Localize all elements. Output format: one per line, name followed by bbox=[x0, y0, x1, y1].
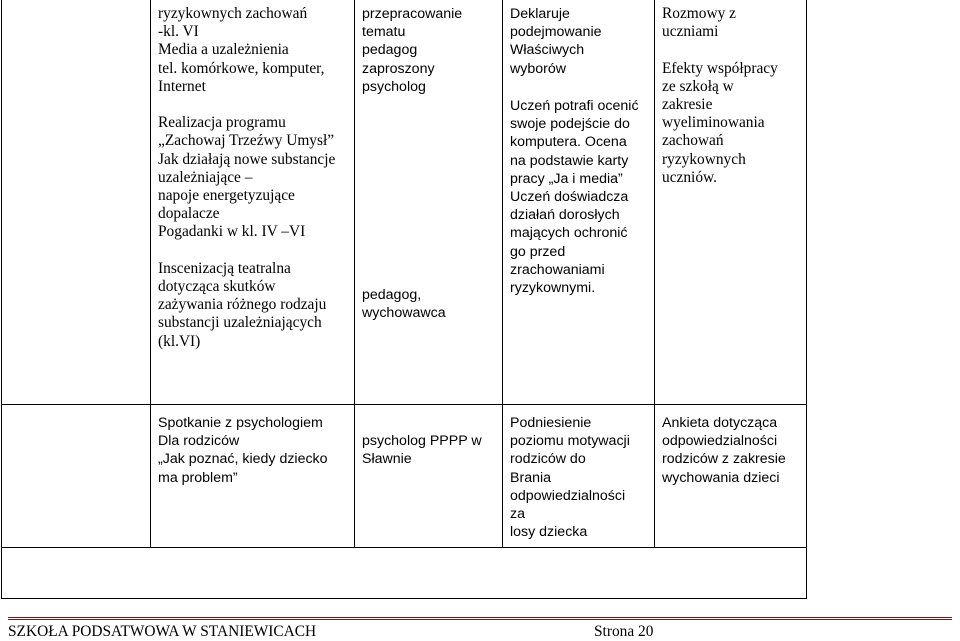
cell-text-line bbox=[158, 242, 350, 260]
cell-text-line: zakresie bbox=[662, 96, 713, 113]
cell-text-line: Pogadanki w kl. IV –VI bbox=[158, 223, 306, 241]
table-divider-1 bbox=[150, 0, 151, 548]
cell-text-line: ryzykownymi. bbox=[510, 280, 596, 297]
cell-text-line: Uczeń potrafi ocenić bbox=[510, 98, 639, 114]
cell-text-line: psycholog bbox=[362, 78, 426, 95]
cell-text-line: poziomu motywacji bbox=[510, 433, 630, 450]
cell-text-line: uzależniające – bbox=[158, 168, 253, 186]
row1-col4-evaluation bbox=[662, 5, 804, 187]
cell-text-line: Uczeń doświadcza bbox=[510, 189, 629, 206]
cell-text-line: zażywania różnego rodzaju bbox=[158, 296, 327, 314]
row1-col3-goals-top bbox=[510, 5, 652, 78]
cell-text-line: odpowiedzialności bbox=[510, 487, 626, 504]
footer-page-number: Strona 20 bbox=[594, 623, 654, 640]
cell-text-line: uczniami bbox=[662, 23, 719, 41]
cell-text-line: „Jak poznać, kiedy dziecko bbox=[158, 451, 328, 468]
cell-text-line: (kl.VI) bbox=[158, 332, 201, 350]
cell-text-line: wyborów bbox=[510, 60, 566, 77]
cell-text-line: ma problem” bbox=[158, 469, 238, 486]
cell-text-line: substancji uzależniających bbox=[158, 314, 322, 332]
cell-text-line: działań dorosłych bbox=[510, 207, 620, 224]
table-border-bottom bbox=[1, 598, 807, 599]
table-border-right bbox=[806, 0, 807, 599]
cell-text-line: Jak działają nowe substancje bbox=[158, 150, 336, 168]
cell-text-line: Rozmowy z bbox=[662, 5, 736, 22]
cell-text-line: zrachowaniami bbox=[510, 261, 605, 278]
cell-text-line: „Zachowaj Trzeźwy Umysł” bbox=[158, 132, 335, 150]
cell-text-line: Inscenizacją teatralna bbox=[158, 259, 291, 277]
cell-text-line: mających ochronić bbox=[510, 225, 628, 242]
cell-text-line bbox=[662, 41, 804, 59]
cell-text-line: pedagog bbox=[362, 42, 418, 59]
cell-text-line: go przed bbox=[510, 243, 566, 260]
cell-text-line: ryzykownych bbox=[662, 150, 746, 168]
cell-text-line: Deklaruje bbox=[510, 6, 570, 22]
cell-text-line: komputera. Ocena bbox=[510, 134, 627, 151]
footer-divider bbox=[8, 617, 952, 620]
table-divider-4 bbox=[654, 0, 655, 548]
cell-text-line: uczniów. bbox=[662, 168, 717, 186]
table-divider-3 bbox=[502, 0, 503, 548]
cell-text-line: Dla rodziców bbox=[158, 433, 240, 450]
cell-text-line: Brania bbox=[510, 469, 552, 486]
cell-text-line: Internet bbox=[158, 77, 206, 95]
cell-text-line: Spotkanie z psychologiem bbox=[158, 415, 323, 431]
cell-text-line bbox=[158, 96, 350, 114]
row2-col4-evaluation bbox=[662, 414, 804, 487]
cell-text-line: losy dziecka bbox=[510, 524, 588, 541]
cell-text-line: rodziców z zakresie bbox=[662, 451, 786, 468]
row2-col2-responsible bbox=[362, 432, 500, 468]
cell-text-line: zachowań bbox=[662, 132, 724, 150]
row1-col1-activities bbox=[158, 5, 350, 351]
cell-text-line: pedagog, bbox=[362, 287, 422, 303]
cell-text-line: wychowania dzieci bbox=[662, 469, 780, 486]
row1-col2-responsible-top bbox=[362, 5, 500, 96]
cell-text-line: Ankieta dotycząca bbox=[662, 415, 778, 431]
cell-text-line: ze szkołą w bbox=[662, 77, 734, 95]
cell-text-line: -kl. VI bbox=[158, 23, 199, 41]
cell-text-line: swoje podejście do bbox=[510, 116, 630, 133]
table-row-separator bbox=[1, 404, 807, 405]
cell-text-line: ryzykownych zachowań bbox=[158, 5, 308, 22]
row2-col1-activities bbox=[158, 414, 350, 487]
row1-col2-responsible-bottom bbox=[362, 286, 500, 322]
cell-text-line: wyeliminowania bbox=[662, 114, 765, 132]
cell-text-line: za bbox=[510, 506, 525, 523]
cell-text-line: dotycząca skutków bbox=[158, 278, 276, 296]
cell-text-line: tematu bbox=[362, 24, 406, 41]
cell-text-line: przepracowanie bbox=[362, 6, 463, 22]
row2-col3-goals bbox=[510, 414, 652, 541]
cell-text-line: psycholog PPPP w bbox=[362, 433, 482, 449]
table-row-bottom bbox=[1, 547, 807, 548]
row1-col3-goals-bottom bbox=[510, 97, 652, 297]
cell-text-line: pracy „Ja i media” bbox=[510, 170, 623, 187]
cell-text-line: Realizacja programu bbox=[158, 114, 286, 132]
cell-text-line: na podstawie karty bbox=[510, 152, 629, 169]
cell-text-line: podejmowanie bbox=[510, 24, 602, 41]
cell-text-line: dopalacze bbox=[158, 205, 220, 223]
cell-text-line: tel. komórkowe, komputer, bbox=[158, 59, 325, 77]
cell-text-line: Podniesienie bbox=[510, 415, 592, 431]
cell-text-line: rodziców do bbox=[510, 451, 586, 468]
table-border-left bbox=[1, 0, 2, 599]
cell-text-line: Efekty współpracy bbox=[662, 59, 778, 77]
cell-text-line: odpowiedzialności bbox=[662, 433, 778, 450]
cell-text-line: Sławnie bbox=[362, 451, 412, 468]
cell-text-line: napoje energetyzujące bbox=[158, 187, 295, 205]
cell-text-line: Media a uzależnienia bbox=[158, 41, 289, 59]
cell-text-line: wychowawca bbox=[362, 305, 446, 322]
cell-text-line: zaproszony bbox=[362, 60, 435, 77]
table-divider-2 bbox=[354, 0, 355, 548]
footer-school-name: SZKOŁA PODSATWOWA W STANIEWICACH bbox=[8, 623, 317, 640]
cell-text-line: Właściwych bbox=[510, 42, 585, 59]
